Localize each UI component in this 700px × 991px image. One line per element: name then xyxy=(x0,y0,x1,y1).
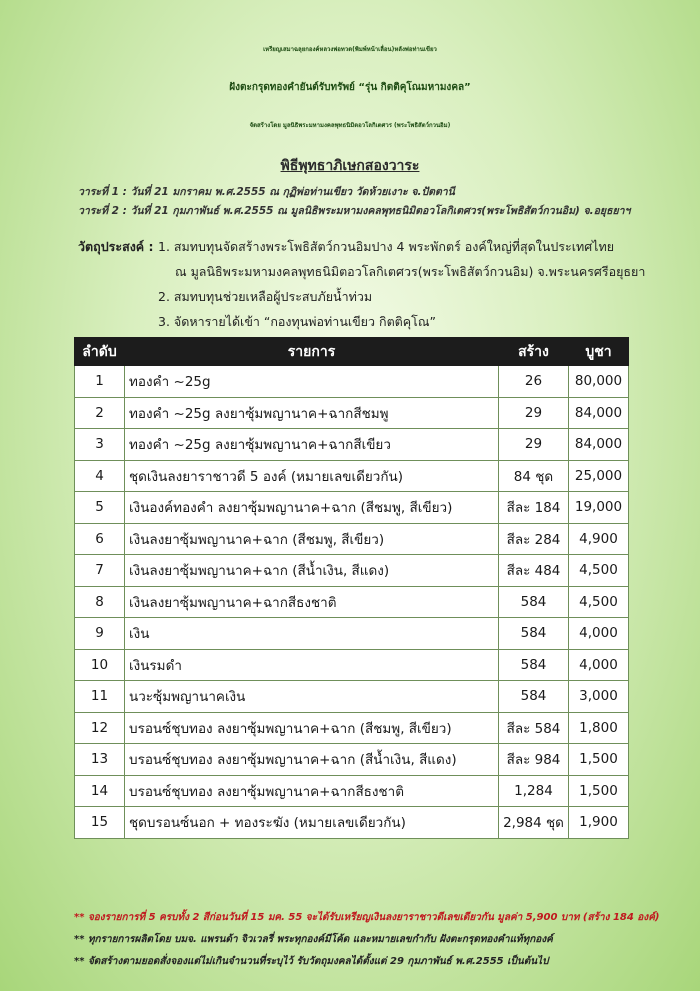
header-item: รายการ xyxy=(125,338,499,366)
table-row xyxy=(75,744,629,776)
objectives-label: วัตถุประสงค์ : xyxy=(78,239,154,254)
row-price: 4,500 xyxy=(569,555,629,587)
table-row xyxy=(75,366,629,398)
row-price: 25,000 xyxy=(569,460,629,492)
row-number: 4 xyxy=(75,460,125,492)
objective-1: 1. สมทบทุนจัดสร้างพระโพธิสัตว์กวนอิมปาง 4 พระพักตร์ องค์ใหญ่ที่สุดในประเทศไทย xyxy=(158,239,615,254)
row-number: 12 xyxy=(75,712,125,744)
row-item: นวะซุ้มพญานาคเงิน xyxy=(125,681,499,713)
row-item: ทองคำ ~25g xyxy=(125,366,499,398)
row-price: 1,800 xyxy=(569,712,629,744)
objective-1-continued: ณ มูลนิธิพระมหามงคลพุทธนิมิตอวโลกิเตศวร(พระโพธิสัตว์กวนอิม) จ.พระนครศรีอยุธยา xyxy=(175,264,646,279)
row-quantity: สีละ 984 xyxy=(499,744,569,776)
row-price: 1,500 xyxy=(569,744,629,776)
row-number: 8 xyxy=(75,586,125,618)
row-quantity: 584 xyxy=(499,618,569,650)
table-row xyxy=(75,555,629,587)
row-item: ทองคำ ~25g ลงยาซุ้มพญานาค+ฉากสีชมพู xyxy=(125,397,499,429)
objective-3: 3. จัดหารายได้เข้า “กองทุนพ่อท่านเขียว กิตติคุโณ” xyxy=(158,314,436,329)
row-item: เงินรมดำ xyxy=(125,649,499,681)
ceremony-round-1: วาระที่ 1 : วันที่ 21 มกราคม พ.ศ.2555 ณ กุฏิพ่อท่านเขียว วัดห้วยเงาะ จ.ปัตตานี xyxy=(78,186,455,198)
row-price: 80,000 xyxy=(569,366,629,398)
table-row xyxy=(75,649,629,681)
header-price: บูชา xyxy=(569,338,629,366)
row-number: 13 xyxy=(75,744,125,776)
creator-line: จัดสร้างโดย มูลนิธิพระมหามงคลพุทธนิมิตอวโลกิเตศวร (พระโพธิสัตว์กวนอิม) xyxy=(249,122,451,129)
table-row xyxy=(75,807,629,839)
table-row xyxy=(75,523,629,555)
note-production: ** ทุกรายการผลิตโดย บมจ. แพรนด้า จิวเวลรี่ พระทุกองค์มีโค้ด และหมายเลขกำกับ ฝังตะกรุดทองคำแท้ทุกองค์ xyxy=(74,934,553,945)
row-quantity: สีละ 184 xyxy=(499,492,569,524)
row-item: เงินลงยาซุ้มพญานาค+ฉาก (สีน้ำเงิน, สีแดง) xyxy=(125,555,499,587)
table-row xyxy=(75,397,629,429)
row-price: 4,000 xyxy=(569,649,629,681)
table-row xyxy=(75,429,629,461)
row-price: 84,000 xyxy=(569,397,629,429)
row-item: บรอนซ์ชุบทอง ลงยาซุ้มพญานาค+ฉากสีธงชาติ xyxy=(125,775,499,807)
row-quantity: สีละ 484 xyxy=(499,555,569,587)
row-number: 14 xyxy=(75,775,125,807)
title-line-2: ฝังตะกรุดทองคำยันต์รับทรัพย์ “รุ่น กิตติคุโณมหามงคล” xyxy=(229,82,471,93)
row-quantity: 1,284 xyxy=(499,775,569,807)
objective-2: 2. สมทบทุนช่วยเหลือผู้ประสบภัยน้ำท่วม xyxy=(158,289,373,304)
table-row xyxy=(75,775,629,807)
table-header-row xyxy=(75,338,629,366)
title-line-1: เหรียญเสมาฉลุยกองค์หลวงพ่อทวด(พิมพ์หน้าเลื่อน)หลังพ่อท่านเขียว xyxy=(263,46,437,53)
row-number: 15 xyxy=(75,807,125,839)
row-item: ทองคำ ~25g ลงยาซุ้มพญานาค+ฉากสีเขียว xyxy=(125,429,499,461)
row-item: เงินลงยาซุ้มพญานาค+ฉากสีธงชาติ xyxy=(125,586,499,618)
row-quantity: 84 ชุด xyxy=(499,460,569,492)
row-price: 84,000 xyxy=(569,429,629,461)
table-row xyxy=(75,681,629,713)
row-number: 7 xyxy=(75,555,125,587)
row-price: 1,500 xyxy=(569,775,629,807)
row-price: 19,000 xyxy=(569,492,629,524)
row-item: บรอนซ์ชุบทอง ลงยาซุ้มพญานาค+ฉาก (สีน้ำเงิน, สีแดง) xyxy=(125,744,499,776)
row-item: บรอนซ์ชุบทอง ลงยาซุ้มพญานาค+ฉาก (สีชมพู, สีเขียว) xyxy=(125,712,499,744)
table-row xyxy=(75,586,629,618)
row-number: 3 xyxy=(75,429,125,461)
header-number: ลำดับ xyxy=(75,338,125,366)
row-quantity: 29 xyxy=(499,397,569,429)
row-quantity: สีละ 284 xyxy=(499,523,569,555)
row-number: 1 xyxy=(75,366,125,398)
row-price: 3,000 xyxy=(569,681,629,713)
row-number: 2 xyxy=(75,397,125,429)
row-number: 11 xyxy=(75,681,125,713)
row-price: 4,900 xyxy=(569,523,629,555)
row-quantity: 584 xyxy=(499,649,569,681)
row-quantity: 29 xyxy=(499,429,569,461)
table-row xyxy=(75,492,629,524)
row-quantity: 2,984 ชุด xyxy=(499,807,569,839)
row-price: 4,500 xyxy=(569,586,629,618)
row-item: ชุดเงินลงยาราชาวดี 5 องค์ (หมายเลขเดียวกัน) xyxy=(125,460,499,492)
row-number: 9 xyxy=(75,618,125,650)
row-price: 1,900 xyxy=(569,807,629,839)
row-quantity: สีละ 584 xyxy=(499,712,569,744)
ceremony-title: พิธีพุทธาภิเษกสองวาระ xyxy=(280,158,420,174)
row-item: เงินลงยาซุ้มพญานาค+ฉาก (สีชมพู, สีเขียว) xyxy=(125,523,499,555)
ceremony-round-2: วาระที่ 2 : วันที่ 21 กุมภาพันธ์ พ.ศ.2555 ณ มูลนิธิพระมหามงคลพุทธนิมิตอวโลกิเตศวร(พระโพธิสัตว์กวนอิม) จ.อยุธยาฯ xyxy=(78,205,631,217)
row-number: 6 xyxy=(75,523,125,555)
row-number: 5 xyxy=(75,492,125,524)
note-reservation: ** จองรายการที่ 5 ครบทั้ง 2 สีก่อนวันที่ 15 มค. 55 จะได้รับเหรียญเงินลงยาราชาวดีเลขเดียวกัน มูลค่า 5,900 บาท (สร้าง 184 องค์) xyxy=(74,912,660,923)
row-quantity: 26 xyxy=(499,366,569,398)
note-limit: ** จัดสร้างตามยอดสั่งจองแต่ไม่เกินจำนวนที่ระบุไว้ รับวัตถุมงคลได้ตั้งแต่ 29 กุมภาพันธ์ พ.ศ.2555 เป็นต้นไป xyxy=(74,956,549,967)
price-table xyxy=(74,337,629,839)
table-row xyxy=(75,460,629,492)
table-row xyxy=(75,712,629,744)
row-number: 10 xyxy=(75,649,125,681)
table-row xyxy=(75,618,629,650)
row-quantity: 584 xyxy=(499,586,569,618)
header-quantity: สร้าง xyxy=(499,338,569,366)
row-quantity: 584 xyxy=(499,681,569,713)
row-item: เงินองค์ทองคำ ลงยาซุ้มพญานาค+ฉาก (สีชมพู, สีเขียว) xyxy=(125,492,499,524)
row-price: 4,000 xyxy=(569,618,629,650)
row-item: เงิน xyxy=(125,618,499,650)
row-item: ชุดบรอนซ์นอก + ทองระฆัง (หมายเลขเดียวกัน) xyxy=(125,807,499,839)
